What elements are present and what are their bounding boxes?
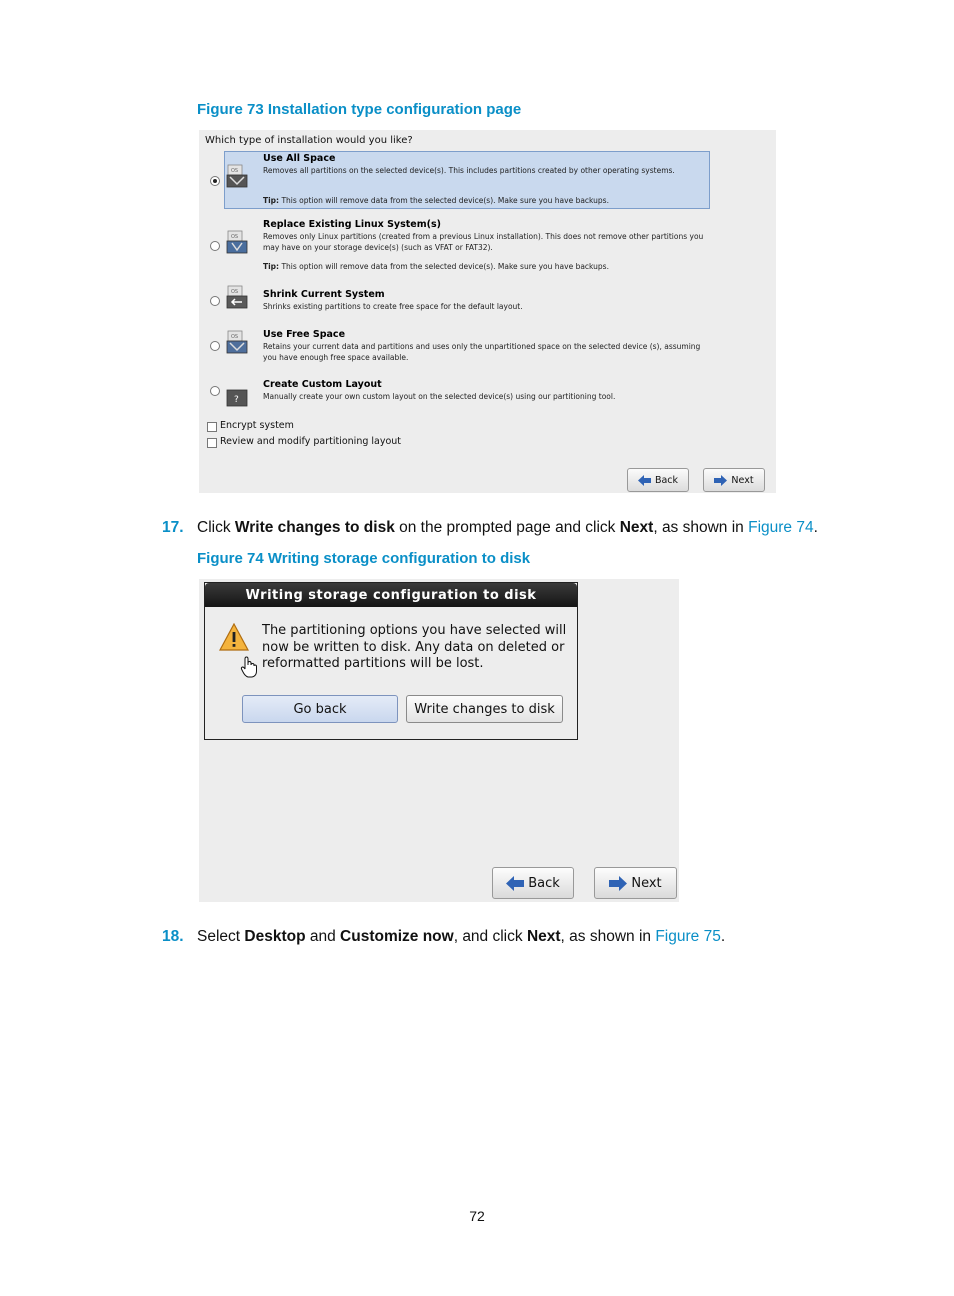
radio-use-all-space[interactable] bbox=[210, 176, 220, 186]
go-back-button[interactable]: Go back bbox=[242, 695, 398, 723]
option-tip: Tip: This option will remove data from the selected device(s). Make sure you have backups. bbox=[263, 262, 609, 271]
installation-type-screenshot bbox=[199, 130, 776, 493]
option-description: Removes only Linux partitions (created from a previous Linux installation). This does not remove other partitions you may have on your storage device(s) (such as VFAT or FAT32). bbox=[263, 232, 704, 252]
radio-replace-linux[interactable] bbox=[210, 241, 220, 251]
hand-cursor-icon bbox=[240, 656, 258, 678]
figure-75-link[interactable]: Figure 75 bbox=[655, 928, 721, 945]
option-description: Retains your current data and partitions and uses only the unpartitioned space on the selected device (s), assuming you have enough free space available. bbox=[263, 342, 701, 362]
dialog-message: The partitioning options you have selected will now be written to disk. Any data on deleted or reformatted partitions will be lost. bbox=[262, 623, 567, 671]
arrow-left-icon bbox=[638, 475, 651, 486]
option-title: Replace Existing Linux System(s) bbox=[263, 219, 441, 230]
radio-shrink-system[interactable] bbox=[210, 296, 220, 306]
drive-shrink-icon bbox=[226, 285, 248, 309]
next-button[interactable]: Next bbox=[703, 468, 765, 492]
drive-custom-icon bbox=[226, 385, 248, 409]
back-button[interactable]: Back bbox=[492, 867, 574, 899]
dialog-title: Writing storage configuration to disk bbox=[205, 583, 577, 607]
page-number: 72 bbox=[469, 1208, 485, 1224]
encrypt-system-checkbox[interactable] bbox=[207, 422, 217, 432]
write-storage-screenshot bbox=[199, 579, 679, 902]
drive-replace-icon bbox=[226, 230, 248, 254]
warning-icon bbox=[219, 623, 249, 651]
encrypt-system-label: Encrypt system bbox=[220, 420, 294, 431]
svg-text:OS: OS bbox=[231, 334, 239, 340]
arrow-right-icon bbox=[609, 876, 627, 891]
drive-erase-icon bbox=[226, 164, 248, 188]
option-description: Manually create your own custom layout on the selected device(s) using our partitioning tool. bbox=[263, 392, 616, 401]
svg-text:OS: OS bbox=[231, 289, 239, 295]
option-description: Removes all partitions on the selected device(s). This includes partitions created by other operating systems. bbox=[263, 166, 675, 175]
option-title: Shrink Current System bbox=[263, 289, 385, 300]
confirm-dialog bbox=[204, 582, 578, 740]
step-17: 17. Click Write changes to disk on the prompted page and click Next, as shown in Figure 74. bbox=[162, 519, 818, 536]
drive-free-space-icon bbox=[226, 330, 248, 354]
figure-74-link[interactable]: Figure 74 bbox=[748, 519, 814, 536]
svg-text:?: ? bbox=[234, 395, 239, 405]
radio-custom-layout[interactable] bbox=[210, 386, 220, 396]
option-tip: Tip: This option will remove data from the selected device(s). Make sure you have backups. bbox=[263, 196, 609, 205]
figure-73-caption: Figure 73 Installation type configuration page bbox=[197, 101, 522, 118]
installation-type-question: Which type of installation would you like? bbox=[205, 135, 413, 146]
review-partitioning-checkbox[interactable] bbox=[207, 438, 217, 448]
radio-use-free-space[interactable] bbox=[210, 341, 220, 351]
option-description: Shrinks existing partitions to create free space for the default layout. bbox=[263, 302, 523, 311]
review-partitioning-label: Review and modify partitioning layout bbox=[220, 436, 402, 447]
option-title: Create Custom Layout bbox=[263, 379, 382, 390]
svg-text:OS: OS bbox=[231, 234, 239, 240]
svg-text:OS: OS bbox=[231, 168, 239, 174]
option-title: Use Free Space bbox=[263, 329, 346, 340]
back-button[interactable]: Back bbox=[627, 468, 689, 492]
write-changes-button[interactable]: Write changes to disk bbox=[406, 695, 563, 723]
step-18: 18. Select Desktop and Customize now, and click Next, as shown in Figure 75. bbox=[162, 928, 726, 945]
next-button[interactable]: Next bbox=[594, 867, 677, 899]
option-title: Use All Space bbox=[263, 153, 336, 164]
arrow-right-icon bbox=[714, 475, 727, 486]
arrow-left-icon bbox=[506, 876, 524, 891]
figure-74-caption: Figure 74 Writing storage configuration to disk bbox=[197, 550, 531, 567]
